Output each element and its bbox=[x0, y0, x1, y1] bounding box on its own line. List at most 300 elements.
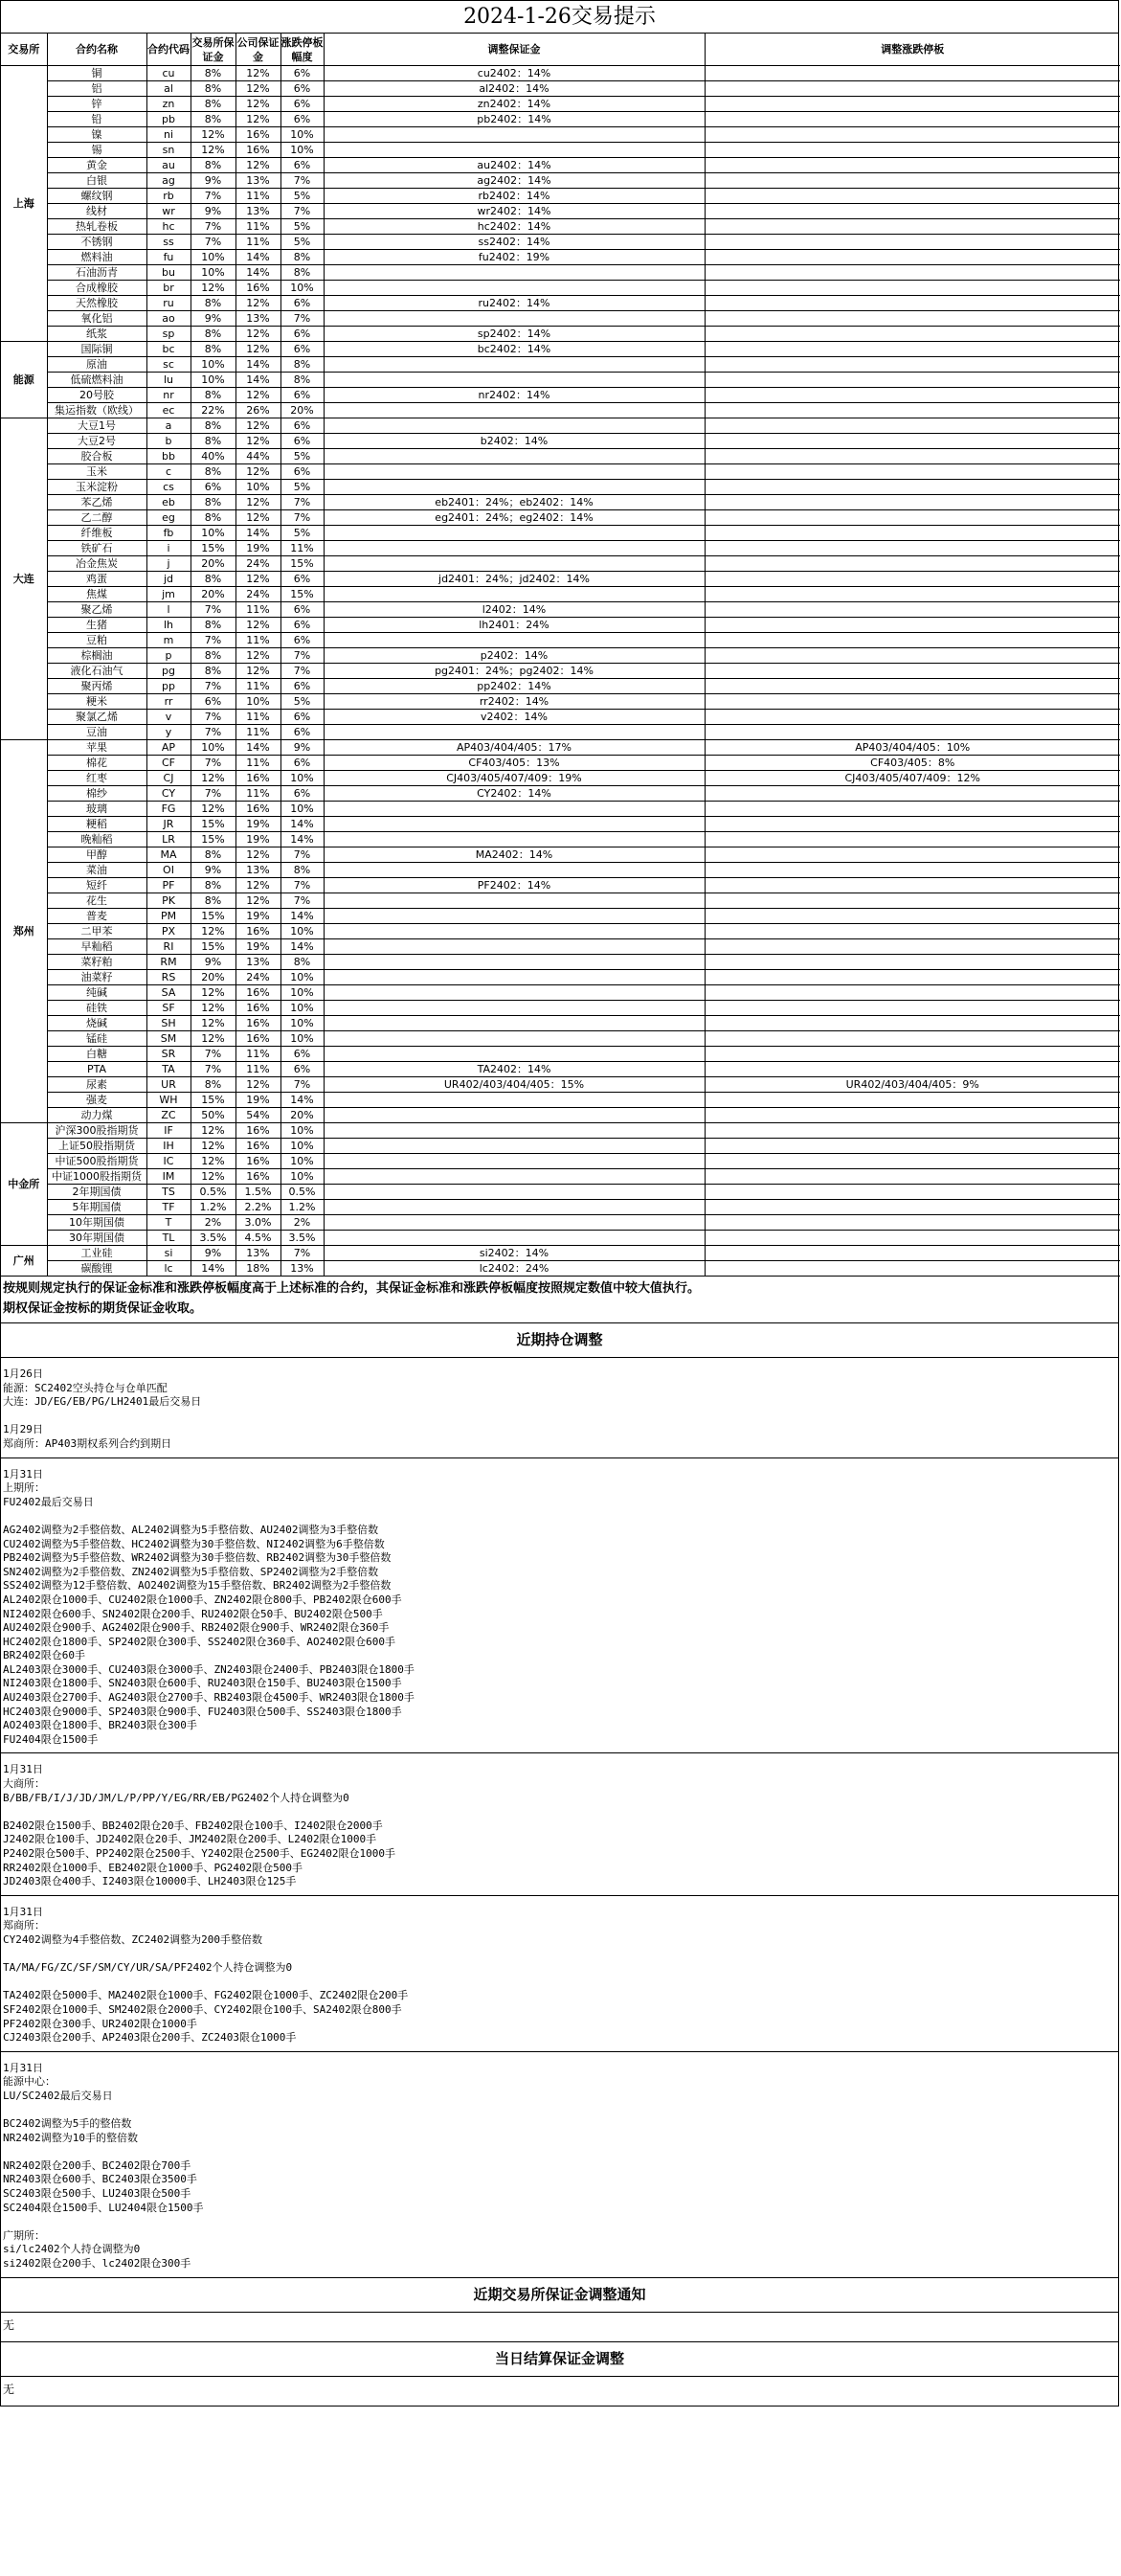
price-limit: 20% bbox=[280, 1108, 324, 1123]
header-adjusted-margin: 调整保证金 bbox=[324, 34, 705, 66]
adjusted-limit bbox=[705, 587, 1120, 602]
contract-name: 中证500股指期货 bbox=[47, 1154, 146, 1169]
contract-code: fu bbox=[146, 250, 191, 265]
table-row bbox=[1, 572, 1120, 587]
price-limit: 6% bbox=[280, 327, 324, 342]
adjusted-limit bbox=[705, 1062, 1120, 1077]
contract-code: WH bbox=[146, 1093, 191, 1108]
price-limit: 7% bbox=[280, 495, 324, 510]
table-row bbox=[1, 204, 1120, 219]
price-limit: 6% bbox=[280, 296, 324, 311]
contract-name: 纯碱 bbox=[47, 985, 146, 1001]
company-margin: 12% bbox=[235, 296, 280, 311]
adjusted-limit bbox=[705, 909, 1120, 924]
table-row bbox=[1, 1139, 1120, 1154]
table-row bbox=[1, 1047, 1120, 1062]
adjusted-limit: CJ403/405/407/409：12% bbox=[705, 771, 1120, 786]
adjusted-margin: nr2402：14% bbox=[324, 388, 705, 403]
company-margin: 12% bbox=[235, 97, 280, 112]
table-row bbox=[1, 1231, 1120, 1246]
adjusted-limit bbox=[705, 1169, 1120, 1185]
table-row bbox=[1, 403, 1120, 418]
exchange-margin: 8% bbox=[191, 296, 235, 311]
adjusted-limit: UR402/403/404/405：9% bbox=[705, 1077, 1120, 1093]
company-margin: 16% bbox=[235, 1031, 280, 1047]
company-margin: 2.2% bbox=[235, 1200, 280, 1215]
adjusted-margin: fu2402：19% bbox=[324, 250, 705, 265]
price-limit: 6% bbox=[280, 81, 324, 97]
price-limit: 1.2% bbox=[280, 1200, 324, 1215]
adjusted-margin bbox=[324, 373, 705, 388]
company-margin: 11% bbox=[235, 679, 280, 694]
adjusted-margin: TA2402：14% bbox=[324, 1062, 705, 1077]
contract-code: sn bbox=[146, 143, 191, 158]
table-row bbox=[1, 970, 1120, 985]
table-row bbox=[1, 173, 1120, 189]
contract-code: TA bbox=[146, 1062, 191, 1077]
adjusted-limit bbox=[705, 725, 1120, 740]
exchange-margin: 8% bbox=[191, 572, 235, 587]
contract-name: 二甲苯 bbox=[47, 924, 146, 939]
table-row bbox=[1, 1261, 1120, 1277]
price-limit: 6% bbox=[280, 1047, 324, 1062]
contract-code: RM bbox=[146, 955, 191, 970]
adjusted-margin bbox=[324, 633, 705, 648]
table-row bbox=[1, 694, 1120, 710]
exchange-margin: 15% bbox=[191, 832, 235, 847]
contract-code: p bbox=[146, 648, 191, 664]
contract-name: 聚丙烯 bbox=[47, 679, 146, 694]
adjusted-margin: MA2402：14% bbox=[324, 847, 705, 863]
exchange-margin: 15% bbox=[191, 1093, 235, 1108]
adjusted-limit bbox=[705, 893, 1120, 909]
contract-name: 线材 bbox=[47, 204, 146, 219]
price-limit: 7% bbox=[280, 648, 324, 664]
exchange-margin: 8% bbox=[191, 618, 235, 633]
contract-name: 石油沥青 bbox=[47, 265, 146, 281]
position-block: 1月31日 能源中心： LU/SC2402最后交易日 BC2402调整为5手的整倍数 NR2402调整为10手的整倍数 NR2402限仓200手、BC2402限仓700手 NR2403限仓600手、BC2403限仓3500手 SC2403限仓500手、LU2403限仓500手 SC2404限仓1500手、LU2404限仓1500手 广期所： si/lc2402个人持仓调整为0 si2402限仓200手、lc2402限仓300手 bbox=[1, 2052, 1118, 2278]
adjusted-margin: AP403/404/405：17% bbox=[324, 740, 705, 756]
contract-code: FG bbox=[146, 802, 191, 817]
adjusted-margin: CJ403/405/407/409：19% bbox=[324, 771, 705, 786]
adjusted-limit bbox=[705, 955, 1120, 970]
contract-name: 玉米 bbox=[47, 464, 146, 480]
table-row bbox=[1, 602, 1120, 618]
price-limit: 6% bbox=[280, 572, 324, 587]
exchange-margin: 12% bbox=[191, 281, 235, 296]
adjusted-limit bbox=[705, 602, 1120, 618]
contract-code: SM bbox=[146, 1031, 191, 1047]
adjusted-limit bbox=[705, 556, 1120, 572]
exchange-margin: 20% bbox=[191, 587, 235, 602]
adjusted-limit bbox=[705, 679, 1120, 694]
position-block: 1月26日 能源：SC2402空头持仓与仓单匹配 大连：JD/EG/EB/PG/LH2401最后交易日 1月29日 郑商所：AP403期权系列合约到期日 bbox=[1, 1358, 1118, 1458]
position-block: 1月31日 上期所： FU2402最后交易日 AG2402调整为2手整倍数、AL2402调整为5手整倍数、AU2402调整为3手整倍数 CU2402调整为5手整倍数、HC2402调整为30手整倍数、NI2402调整为6手整倍数 PB2402调整为5手整倍数、WR2402调整为30手整倍数、RB2402调整为30手整倍数 SN2402调整为2手整倍数、ZN2402调整为5手整倍数、SP2402调整为2手整倍数 SS2402调整为12手整倍数、AO2402调整为15手整倍数、BR2402调整为2手整倍数 AL2402限仓1000手、CU2402限仓1000手、ZN2402限仓800手、PB2402限仓600手 NI2402限仓600手、SN2402限仓200手、RU2402限仓50手、BU2402限仓500手 AU2402限仓900手、AG2402限仓900手、RB2402限仓900手、WR2402限仓360手 HC2402限仓1800手、SP2402限仓300手、SS2402限仓360手、AO2402限仓600手 BR2402限仓60手 AL2403限仓3000手、CU2403限仓3000手、ZN2403限仓2400手、PB2403限仓1800手 NI2403限仓1800手、SN2403限仓600手、RU2403限仓150手、BU2403限仓1500手 AU2403限仓2700手、AG2403限仓2700手、RB2403限仓4500手、WR2403限仓1800手 HC2403限仓9000手、SP2403限仓900手、FU2403限仓500手、SS2403限仓1800手 AO2403限仓1800手、BR2403限仓300手 FU2404限仓1500手 bbox=[1, 1458, 1118, 1754]
table-row bbox=[1, 985, 1120, 1001]
company-margin: 19% bbox=[235, 909, 280, 924]
contract-code: eg bbox=[146, 510, 191, 526]
adjusted-limit bbox=[705, 924, 1120, 939]
table-row bbox=[1, 802, 1120, 817]
adjusted-margin bbox=[324, 1108, 705, 1123]
company-margin: 12% bbox=[235, 327, 280, 342]
contract-code: y bbox=[146, 725, 191, 740]
adjusted-margin bbox=[324, 1215, 705, 1231]
adjusted-margin: ss2402：14% bbox=[324, 235, 705, 250]
price-limit: 7% bbox=[280, 847, 324, 863]
adjusted-margin bbox=[324, 1185, 705, 1200]
header-price-limit: 涨跌停板幅度 bbox=[280, 34, 324, 66]
price-limit: 6% bbox=[280, 786, 324, 802]
price-limit: 14% bbox=[280, 909, 324, 924]
company-margin: 18% bbox=[235, 1261, 280, 1277]
table-row bbox=[1, 158, 1120, 173]
contract-code: RS bbox=[146, 970, 191, 985]
contract-code: PX bbox=[146, 924, 191, 939]
company-margin: 11% bbox=[235, 189, 280, 204]
price-limit: 6% bbox=[280, 342, 324, 357]
price-limit: 5% bbox=[280, 189, 324, 204]
company-margin: 54% bbox=[235, 1108, 280, 1123]
company-margin: 14% bbox=[235, 373, 280, 388]
adjusted-limit bbox=[705, 633, 1120, 648]
adjusted-margin: sp2402：14% bbox=[324, 327, 705, 342]
exchange-margin: 8% bbox=[191, 464, 235, 480]
adjusted-limit bbox=[705, 495, 1120, 510]
contract-name: 上证50股指期货 bbox=[47, 1139, 146, 1154]
adjusted-margin: bc2402：14% bbox=[324, 342, 705, 357]
price-limit: 10% bbox=[280, 1169, 324, 1185]
contract-name: 锰硅 bbox=[47, 1031, 146, 1047]
adjusted-limit bbox=[705, 863, 1120, 878]
adjusted-limit bbox=[705, 710, 1120, 725]
contract-code: RI bbox=[146, 939, 191, 955]
table-row bbox=[1, 112, 1120, 127]
price-limit: 6% bbox=[280, 618, 324, 633]
company-margin: 12% bbox=[235, 342, 280, 357]
contract-code: pb bbox=[146, 112, 191, 127]
price-limit: 14% bbox=[280, 1093, 324, 1108]
contract-code: IC bbox=[146, 1154, 191, 1169]
table-row bbox=[1, 710, 1120, 725]
adjusted-limit bbox=[705, 219, 1120, 235]
contract-name: 烧碱 bbox=[47, 1016, 146, 1031]
contract-name: 白糖 bbox=[47, 1047, 146, 1062]
exchange-margin: 12% bbox=[191, 1154, 235, 1169]
contract-code: ag bbox=[146, 173, 191, 189]
contract-name: 国际铜 bbox=[47, 342, 146, 357]
table-row bbox=[1, 587, 1120, 602]
adjusted-margin: l2402：14% bbox=[324, 602, 705, 618]
exchange-margin: 8% bbox=[191, 66, 235, 81]
exchange-margin: 15% bbox=[191, 909, 235, 924]
adjusted-margin: zn2402：14% bbox=[324, 97, 705, 112]
company-margin: 13% bbox=[235, 863, 280, 878]
exchange-margin: 7% bbox=[191, 679, 235, 694]
adjusted-margin: ru2402：14% bbox=[324, 296, 705, 311]
contract-name: 普麦 bbox=[47, 909, 146, 924]
adjusted-limit bbox=[705, 250, 1120, 265]
table-row bbox=[1, 526, 1120, 541]
table-row bbox=[1, 480, 1120, 495]
exchange-margin: 1.2% bbox=[191, 1200, 235, 1215]
price-limit: 6% bbox=[280, 679, 324, 694]
price-limit: 10% bbox=[280, 1123, 324, 1139]
price-limit: 10% bbox=[280, 985, 324, 1001]
company-margin: 13% bbox=[235, 173, 280, 189]
exchange-margin: 9% bbox=[191, 311, 235, 327]
exchange-margin: 12% bbox=[191, 924, 235, 939]
table-row bbox=[1, 1077, 1120, 1093]
table-row bbox=[1, 127, 1120, 143]
table-row bbox=[1, 1154, 1120, 1169]
price-limit: 5% bbox=[280, 526, 324, 541]
table-body bbox=[1, 66, 1120, 1277]
adjusted-limit bbox=[705, 311, 1120, 327]
company-margin: 13% bbox=[235, 311, 280, 327]
contract-name: 铅 bbox=[47, 112, 146, 127]
adjusted-margin bbox=[324, 1169, 705, 1185]
table-row bbox=[1, 449, 1120, 464]
price-limit: 6% bbox=[280, 418, 324, 434]
exchange-margin: 8% bbox=[191, 1077, 235, 1093]
contract-name: 液化石油气 bbox=[47, 664, 146, 679]
table-row bbox=[1, 817, 1120, 832]
adjusted-limit bbox=[705, 265, 1120, 281]
adjusted-limit bbox=[705, 572, 1120, 587]
exchange-margin: 15% bbox=[191, 541, 235, 556]
adjusted-margin: CF403/405：13% bbox=[324, 756, 705, 771]
company-margin: 11% bbox=[235, 725, 280, 740]
contract-name: 油菜籽 bbox=[47, 970, 146, 985]
contract-code: cu bbox=[146, 66, 191, 81]
adjusted-margin bbox=[324, 985, 705, 1001]
adjusted-limit bbox=[705, 878, 1120, 893]
contract-code: SF bbox=[146, 1001, 191, 1016]
header-contract-code: 合约代码 bbox=[146, 34, 191, 66]
exchange-margin: 7% bbox=[191, 602, 235, 618]
adjusted-limit bbox=[705, 847, 1120, 863]
adjusted-limit bbox=[705, 526, 1120, 541]
contract-name: 镍 bbox=[47, 127, 146, 143]
exchange-margin: 10% bbox=[191, 357, 235, 373]
table-row bbox=[1, 388, 1120, 403]
adjusted-limit bbox=[705, 97, 1120, 112]
contract-code: lc bbox=[146, 1261, 191, 1277]
company-margin: 10% bbox=[235, 694, 280, 710]
adjusted-margin bbox=[324, 541, 705, 556]
contract-name: 碳酸锂 bbox=[47, 1261, 146, 1277]
adjusted-margin bbox=[324, 1139, 705, 1154]
table-row bbox=[1, 771, 1120, 786]
company-margin: 16% bbox=[235, 127, 280, 143]
exchange-margin: 12% bbox=[191, 802, 235, 817]
adjusted-limit bbox=[705, 1047, 1120, 1062]
adjusted-limit bbox=[705, 158, 1120, 173]
contract-code: TF bbox=[146, 1200, 191, 1215]
exchange-margin: 12% bbox=[191, 771, 235, 786]
contract-name: 工业硅 bbox=[47, 1246, 146, 1261]
contract-name: 乙二醇 bbox=[47, 510, 146, 526]
contract-code: SH bbox=[146, 1016, 191, 1031]
adjusted-margin bbox=[324, 1123, 705, 1139]
company-margin: 11% bbox=[235, 235, 280, 250]
adjusted-limit bbox=[705, 296, 1120, 311]
adjusted-margin: si2402：14% bbox=[324, 1246, 705, 1261]
company-margin: 11% bbox=[235, 756, 280, 771]
company-margin: 1.5% bbox=[235, 1185, 280, 1200]
company-margin: 11% bbox=[235, 1062, 280, 1077]
price-limit: 6% bbox=[280, 464, 324, 480]
company-margin: 16% bbox=[235, 1139, 280, 1154]
exchange-margin: 20% bbox=[191, 556, 235, 572]
adjusted-limit bbox=[705, 510, 1120, 526]
table-row bbox=[1, 832, 1120, 847]
company-margin: 14% bbox=[235, 265, 280, 281]
adjusted-margin bbox=[324, 1231, 705, 1246]
adjusted-margin: au2402：14% bbox=[324, 158, 705, 173]
contract-name: 聚乙烯 bbox=[47, 602, 146, 618]
exchange-margin: 9% bbox=[191, 955, 235, 970]
exchange-margin: 2% bbox=[191, 1215, 235, 1231]
price-limit: 6% bbox=[280, 633, 324, 648]
table-row bbox=[1, 541, 1120, 556]
contract-name: 20号胶 bbox=[47, 388, 146, 403]
table-row bbox=[1, 418, 1120, 434]
price-limit: 6% bbox=[280, 388, 324, 403]
contract-code: m bbox=[146, 633, 191, 648]
company-margin: 16% bbox=[235, 1001, 280, 1016]
table-row bbox=[1, 1246, 1120, 1261]
company-margin: 12% bbox=[235, 664, 280, 679]
contract-name: 焦煤 bbox=[47, 587, 146, 602]
contract-code: ss bbox=[146, 235, 191, 250]
company-margin: 12% bbox=[235, 158, 280, 173]
contract-name: PTA bbox=[47, 1062, 146, 1077]
contract-name: 短纤 bbox=[47, 878, 146, 893]
table-row bbox=[1, 1001, 1120, 1016]
adjusted-margin: v2402：14% bbox=[324, 710, 705, 725]
price-limit: 15% bbox=[280, 556, 324, 572]
contract-name: 合成橡胶 bbox=[47, 281, 146, 296]
price-limit: 10% bbox=[280, 1154, 324, 1169]
exchange-margin: 9% bbox=[191, 173, 235, 189]
price-limit: 6% bbox=[280, 1062, 324, 1077]
contract-code: br bbox=[146, 281, 191, 296]
exchange-margin: 8% bbox=[191, 510, 235, 526]
adjusted-margin bbox=[324, 1016, 705, 1031]
adjusted-limit bbox=[705, 204, 1120, 219]
page-title: 2024-1-26交易提示 bbox=[1, 1, 1118, 34]
adjusted-margin: eb2401：24%；eb2402：14% bbox=[324, 495, 705, 510]
exchange-margin: 7% bbox=[191, 219, 235, 235]
contract-code: c bbox=[146, 464, 191, 480]
adjusted-limit bbox=[705, 189, 1120, 204]
exchange-margin: 12% bbox=[191, 127, 235, 143]
price-limit: 10% bbox=[280, 1016, 324, 1031]
exchange-margin: 12% bbox=[191, 985, 235, 1001]
contract-name: 螺纹钢 bbox=[47, 189, 146, 204]
price-limit: 7% bbox=[280, 311, 324, 327]
exchange-margin: 50% bbox=[191, 1108, 235, 1123]
adjusted-margin bbox=[324, 526, 705, 541]
contract-name: 玻璃 bbox=[47, 802, 146, 817]
adjusted-margin: pg2401：24%；pg2402：14% bbox=[324, 664, 705, 679]
table-row bbox=[1, 189, 1120, 204]
adjusted-margin bbox=[324, 725, 705, 740]
contract-code: PK bbox=[146, 893, 191, 909]
price-limit: 9% bbox=[280, 740, 324, 756]
company-margin: 19% bbox=[235, 817, 280, 832]
company-margin: 16% bbox=[235, 143, 280, 158]
adjusted-limit bbox=[705, 541, 1120, 556]
price-limit: 15% bbox=[280, 587, 324, 602]
contract-name: 天然橡胶 bbox=[47, 296, 146, 311]
adjusted-margin: al2402：14% bbox=[324, 81, 705, 97]
contract-name: 锌 bbox=[47, 97, 146, 112]
contract-name: 动力煤 bbox=[47, 1108, 146, 1123]
company-margin: 12% bbox=[235, 388, 280, 403]
contract-code: si bbox=[146, 1246, 191, 1261]
adjusted-margin bbox=[324, 1001, 705, 1016]
price-limit: 5% bbox=[280, 449, 324, 464]
contract-code: CY bbox=[146, 786, 191, 802]
exchange-margin: 12% bbox=[191, 1031, 235, 1047]
adjusted-limit bbox=[705, 66, 1120, 81]
table-row bbox=[1, 219, 1120, 235]
price-limit: 10% bbox=[280, 802, 324, 817]
position-block: 1月31日 郑商所： CY2402调整为4手整倍数、ZC2402调整为200手整倍数 TA/MA/FG/ZC/SF/SM/CY/UR/SA/PF2402个人持仓调整为0 TA2402限仓5000手、MA2402限仓1000手、FG2402限仓1000手、ZC2402限仓200手 SF2402限仓1000手、SM2402限仓2000手、CY2402限仓100手、SA2402限仓800手 PF2402限仓300手、UR2402限仓1000手 CJ2403限仓200手、AP2403限仓200手、ZC2403限仓1000手 bbox=[1, 1896, 1118, 2052]
exchange-margin: 22% bbox=[191, 403, 235, 418]
company-margin: 44% bbox=[235, 449, 280, 464]
exchange-name: 能源 bbox=[1, 342, 47, 418]
header-exchange-margin: 交易所保证金 bbox=[191, 34, 235, 66]
table-row bbox=[1, 235, 1120, 250]
price-limit: 5% bbox=[280, 235, 324, 250]
adjusted-margin bbox=[324, 1154, 705, 1169]
contract-code: JR bbox=[146, 817, 191, 832]
contract-name: 低硫燃料油 bbox=[47, 373, 146, 388]
price-limit: 13% bbox=[280, 1261, 324, 1277]
contract-code: lu bbox=[146, 373, 191, 388]
exchange-margin: 8% bbox=[191, 664, 235, 679]
contract-code: ni bbox=[146, 127, 191, 143]
exchange-margin: 8% bbox=[191, 342, 235, 357]
adjusted-margin bbox=[324, 480, 705, 495]
adjusted-margin: UR402/403/404/405：15% bbox=[324, 1077, 705, 1093]
adjusted-margin: pb2402：14% bbox=[324, 112, 705, 127]
company-margin: 16% bbox=[235, 985, 280, 1001]
position-adjust-heading: 近期持仓调整 bbox=[1, 1323, 1118, 1358]
company-margin: 12% bbox=[235, 464, 280, 480]
price-limit: 5% bbox=[280, 480, 324, 495]
adjusted-limit bbox=[705, 1108, 1120, 1123]
price-limit: 6% bbox=[280, 756, 324, 771]
adjusted-margin bbox=[324, 418, 705, 434]
table-row bbox=[1, 265, 1120, 281]
adjusted-limit bbox=[705, 112, 1120, 127]
adjusted-limit bbox=[705, 817, 1120, 832]
contract-code: PM bbox=[146, 909, 191, 924]
table-row bbox=[1, 725, 1120, 740]
contract-name: 沪深300股指期货 bbox=[47, 1123, 146, 1139]
company-margin: 13% bbox=[235, 955, 280, 970]
adjusted-margin bbox=[324, 909, 705, 924]
exchange-margin: 3.5% bbox=[191, 1231, 235, 1246]
table-row bbox=[1, 756, 1120, 771]
price-limit: 8% bbox=[280, 863, 324, 878]
adjusted-limit bbox=[705, 970, 1120, 985]
